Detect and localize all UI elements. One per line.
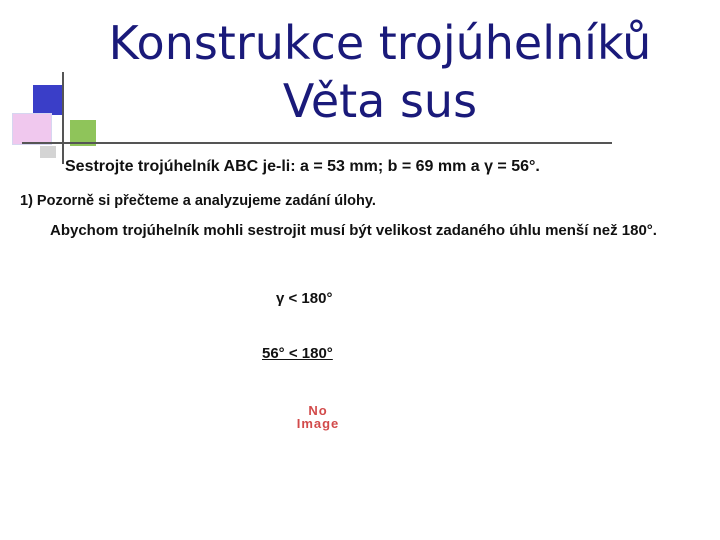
inequality-specific: 56° < 180° [262,345,333,362]
slide-title-line1: Konstrukce trojúhelníků [108,16,652,70]
inequality-general: γ < 180° [276,290,333,307]
decor-blue-square [33,85,63,115]
slide-title [60,14,700,130]
step-1: 1) Pozorně si přečteme a analyzujeme zadání úlohy. [20,193,376,209]
decor-pink-square [12,113,52,145]
no-image-line1: No [308,403,328,418]
no-image-placeholder [268,404,368,434]
decor-grey-square [40,146,56,158]
decor-horizontal-line [22,142,612,144]
no-image-line2: Image [296,416,340,431]
slide-title-line2: Věta sus [282,74,478,128]
explanation-paragraph: Abychom trojúhelník mohli sestrojit musí být velikost zadaného úhlu menší než 180°. [50,222,657,239]
task-statement: Sestrojte trojúhelník ABC je-li: a = 53 mm; b = 69 mm a γ = 56°. [65,158,540,175]
